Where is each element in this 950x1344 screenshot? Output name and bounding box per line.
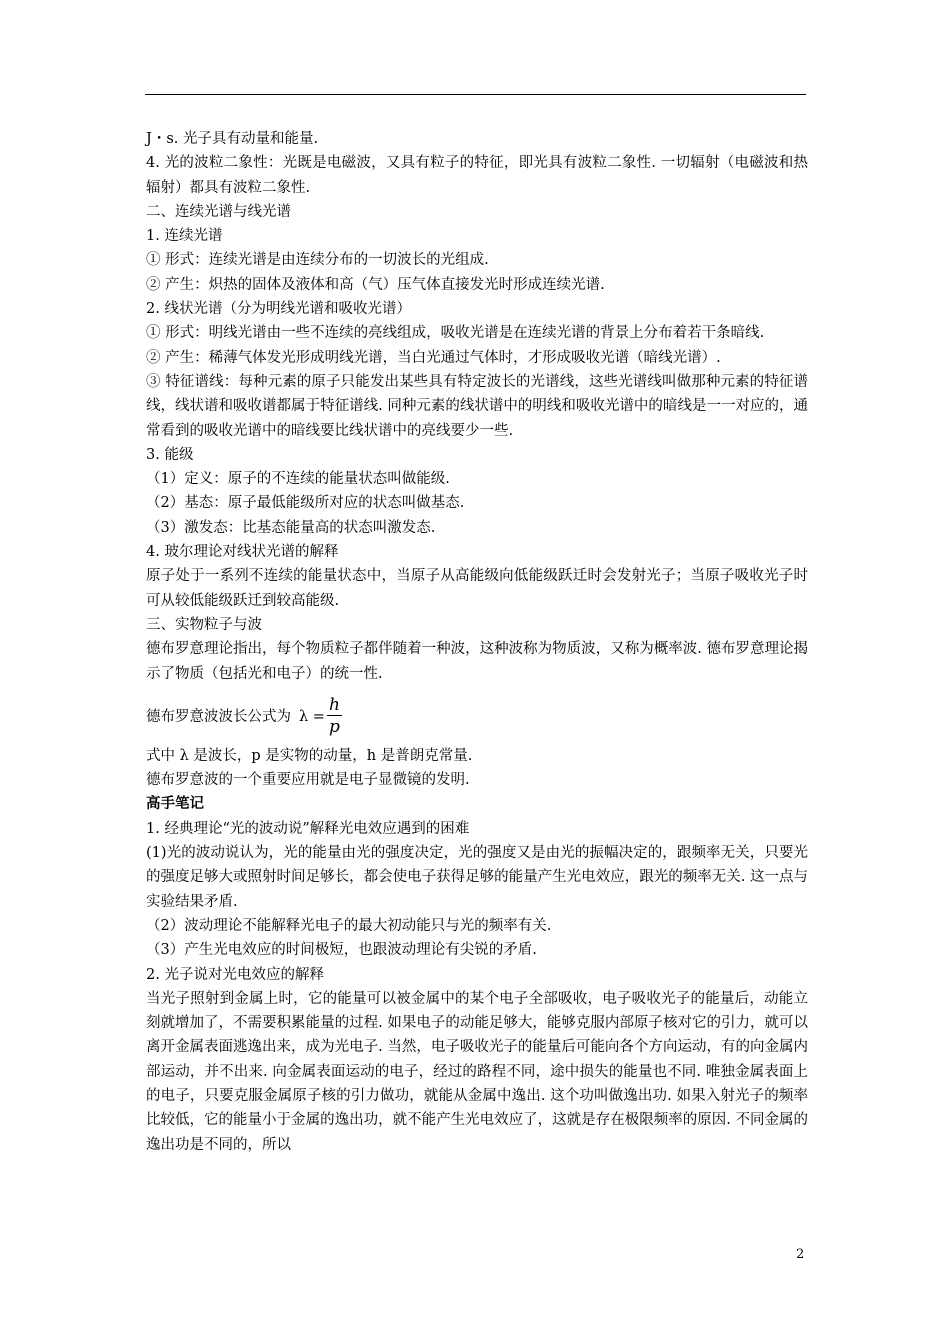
paragraph: ② 产生：炽热的固体及液体和高（气）压气体直接发光时形成连续光谱. [146, 276, 605, 293]
paragraph: ③ 特征谱线：每种元素的原子只能发出某些具有特定波长的光谱线，这些光谱线叫做那种元素的特征谱线，线状谱和吸收谱都属于特征谱线. 同种元素的线状谱中的明线和吸收光谱中的暗线是一一对应的，通常看到的吸收光谱中的暗线要比线状谱中的亮线要少一些. [146, 373, 808, 439]
formula-numerator: h [328, 695, 340, 716]
formula-lhs: λ = [299, 708, 325, 725]
paragraph: 德布罗意波的一个重要应用就是电子显微镜的发明. [146, 772, 470, 789]
subsection-heading: 1. 经典理论“光的波动说”解释光电效应遇到的困难 [146, 820, 470, 837]
paragraph: J・s. 光子具有动量和能量. [146, 131, 319, 147]
paragraph: （3）产生光电效应的时间极短，也跟波动理论有尖锐的矛盾. [146, 942, 537, 959]
page-body [146, 127, 808, 1157]
paragraph: 当光子照射到金属上时，它的能量可以被金属中的某个电子全部吸收，电子吸收光子的能量后，动能立刻就增加了，不需要积累能量的过程. 如果电子的动能足够大，能够克服内部原子核对它的引力，就可以离开金属表面逃逸出来，成为光电子. 当然，电子吸收光子的能量后可能向各个方向运动，有的向金属内部运动，并不出来. 向金属表面运动的电子，经过的路程不同，途中损失的能量也不同. 唯独金属表面上的电子，只要克服金属原子核的引力做功，就能从金属中逸出. 这个功叫做逸出功. 如果入射光子的频率比较低，它的能量小于金属的逸出功，就不能产生光电效应了，这就是存在极限频率的原因. 不同金属的逸出功是不同的，所以 [146, 990, 808, 1153]
de-broglie-formula [146, 690, 808, 744]
subsection-heading: 3. 能级 [146, 446, 194, 463]
section-heading: 二、连续光谱与线光谱 [146, 203, 291, 220]
paragraph: （2）基态：原子最低能级所对应的状态叫做基态. [146, 495, 465, 512]
page-number: 2 [796, 1247, 805, 1262]
subsection-heading: 2. 光子说对光电效应的解释 [146, 966, 324, 983]
paragraph: （1）定义：原子的不连续的能量状态叫做能级. [146, 471, 450, 488]
paragraph: ② 产生：稀薄气体发光形成明线光谱，当白光通过气体时，才形成吸收光谱（暗线光谱）. [146, 349, 721, 366]
subsection-heading: 2. 线状光谱（分为明线光谱和吸收光谱） [146, 301, 411, 318]
paragraph: 4. 光的波粒二象性：光既是电磁波，又具有粒子的特征，即光具有波粒二象性. 一切辐射（电磁波和热辐射）都具有波粒二象性. [146, 155, 808, 196]
subsection-heading: 4. 玻尔理论对线状光谱的解释 [146, 544, 339, 561]
paragraph: (1)光的波动说认为，光的能量由光的强度决定，光的强度又是由光的振幅决定的，跟频率无关，只要光的强度足够大或照射时间足够长，都会使电子获得足够的能量产生光电效应，跟光的频率无关. 这一点与实验结果矛盾. [146, 845, 808, 910]
paragraph: （3）激发态：比基态能量高的状态叫激发态. [146, 519, 436, 536]
paragraph: （2）波动理论不能解释光电子的最大初动能只与光的频率有关. [146, 917, 552, 934]
paragraph: 式中 λ 是波长，p 是实物的动量，h 是普朗克常量. [146, 747, 473, 764]
formula-denominator: p [328, 717, 340, 738]
header-rule [145, 94, 806, 95]
notes-heading: 高手笔记 [146, 795, 204, 813]
formula-fraction [327, 695, 342, 738]
paragraph: ① 形式：明线光谱由一些不连续的亮线组成，吸收光谱是在连续光谱的背景上分布着若干条暗线. [146, 325, 765, 342]
section-heading: 三、实物粒子与波 [146, 616, 262, 633]
subsection-heading: 1. 连续光谱 [146, 228, 223, 245]
paragraph: ① 形式：连续光谱是由连续分布的一切波长的光组成. [146, 252, 489, 269]
formula-prefix: 德布罗意波波长公式为 [146, 708, 291, 725]
paragraph: 原子处于一系列不连续的能量状态中，当原子从高能级向低能级跃迁时会发射光子；当原子吸收光子时可从较低能级跃迁到较高能级. [146, 568, 808, 609]
paragraph: 德布罗意理论指出，每个物质粒子都伴随着一种波，这种波称为物质波，又称为概率波. 德布罗意理论揭示了物质（包括光和电子）的统一性. [146, 641, 808, 682]
